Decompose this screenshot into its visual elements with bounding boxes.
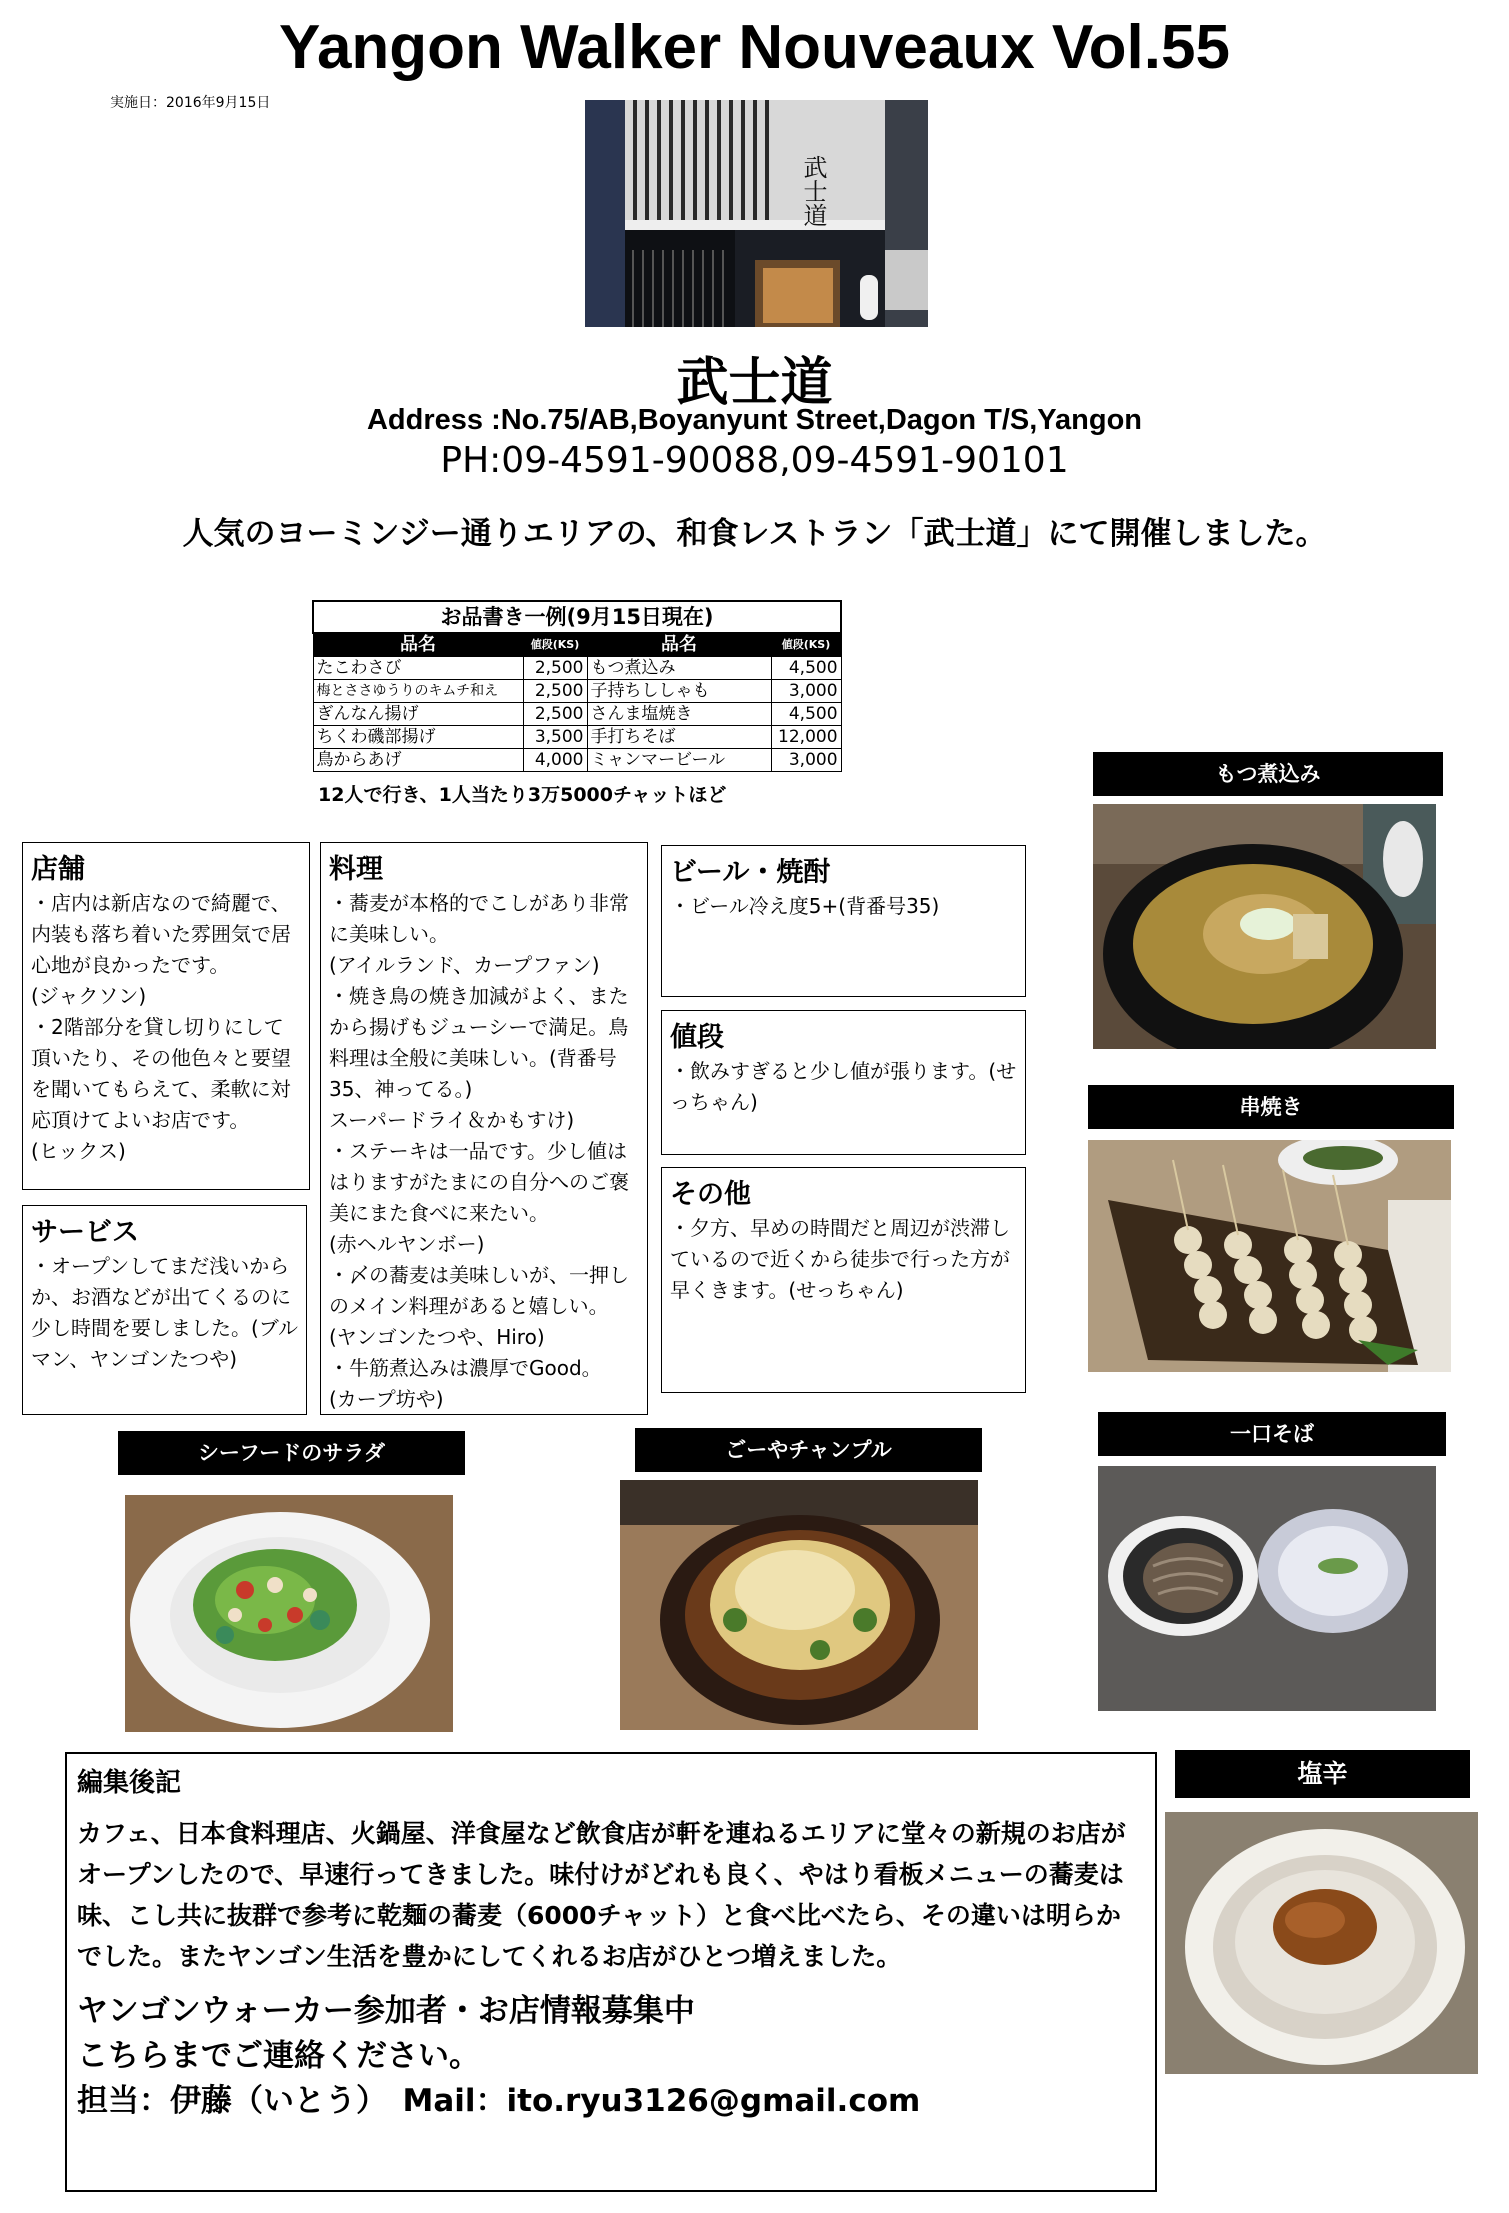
review-author: (ヤンゴンたつや、Hiro) [329,1325,545,1349]
shiokara-photo [1165,1812,1478,2074]
seafood-salad-photo [125,1495,453,1732]
menu-col-item: 品名 [313,633,523,657]
shop-phone: PH:09-4591-90088,09-4591-90101 [440,440,1069,481]
review-author: (ヒックス) [31,1139,126,1163]
review-store-box [22,842,310,1190]
table-row [313,657,841,680]
review-food-box [320,842,648,1415]
review-heading: 料理 [329,854,383,885]
menu-item: 手打ちそば [587,726,771,749]
menu-item: ちくわ磯部揚げ [313,726,523,749]
photo-label-kushiyaki: 串焼き [1088,1085,1454,1129]
table-row [313,726,841,749]
menu-item: 子持ちししゃも [587,680,771,703]
review-author: (赤ヘルヤンボー) [329,1232,485,1256]
review-text: ・牛筋煮込みは濃厚でGood。 [329,1356,602,1380]
menu-table [312,600,842,772]
contact-line: 担当：伊藤（いとう） Mail：ito.ryu3126@gmail.com [77,2083,921,2119]
review-author: (ジャクソン) [31,984,147,1008]
review-heading: 店舗 [31,854,85,885]
review-author: (アイルランド、カープファン) [329,953,600,977]
review-heading: サービス [31,1217,139,1248]
photo-label-goya: ごーやチャンプル [635,1428,982,1472]
menu-item: ぎんなん揚げ [313,703,523,726]
photo-label-shiokara: 塩辛 [1175,1750,1470,1798]
table-row [313,680,841,703]
menu-col-price: 値段(KS) [771,633,841,657]
motsu-photo [1093,804,1436,1049]
review-text: ・夕方、早めの時間だと周辺が渋滞しているので近くから徒歩で行った方が早くきます。(せっちゃん) [670,1216,1010,1302]
goya-photo [620,1480,978,1730]
photo-label-motsu: もつ煮込み [1093,752,1443,796]
editor-body: カフェ、日本食料理店、火鍋屋、洋食屋など飲食店が軒を連ねるエリアに堂々の新規のお店がオープンしたので、早速行ってきました。味付けがどれも良く、やはり看板メニューの蕎麦は味、こし共に抜群で参考に乾麺の蕎麦（6000チャット）と食べ比べたら、その違いは明らかでした。またヤンゴン生活を豊かにしてくれるお店がひとつ増えました。 [77,1819,1126,1971]
editor-note-box [65,1752,1157,2192]
review-text: ・店内は新店なので綺麗で、内装も落ち着いた雰囲気で居心地が良かったです。 [31,891,291,977]
photo-label-seafood-salad: シーフードのサラダ [118,1431,465,1475]
review-text: ・〆の蕎麦は美味しいが、一押しのメイン料理があると嬉しい。 [329,1263,629,1318]
review-heading: ビール・焼酎 [670,857,831,888]
kushiyaki-photo [1088,1140,1451,1372]
review-text: ・ステーキは一品です。少し値ははりますがたまにの自分へのご褒美にまた食べに来たい。 [329,1139,629,1225]
review-author: (カープ坊や) [329,1387,444,1411]
menu-price: 4,500 [771,657,841,680]
review-text: ・2階部分を貸し切りにして頂いたり、その他色々と要望を聞いてもらえて、柔軟に対応頂けてよいお店です。 [31,1015,291,1132]
table-row [313,703,841,726]
menu-note: 12人で行き、1人当たり3万5000チャットほど [318,784,727,806]
review-heading: その他 [670,1179,751,1210]
page-title: Yangon Walker Nouveaux Vol.55 [279,13,1230,82]
review-other-box [661,1167,1026,1393]
review-text: ・蕎麦が本格的でこしがあり非常に美味しい。 [329,891,629,946]
menu-price: 12,000 [771,726,841,749]
menu-item: ミャンマービール [587,749,771,772]
table-row [313,749,841,772]
menu-item: 梅とささゆうりのキムチ和え [313,680,523,703]
review-heading: 値段 [670,1022,724,1053]
storefront-photo [585,100,928,327]
menu-col-price: 値段(KS) [523,633,587,657]
recruit-line-2: こちらまでご連絡ください。 [77,2038,480,2074]
soba-photo [1098,1466,1436,1711]
shop-sign-text: 武士道 [799,155,827,227]
shop-address: Address :No.75/AB,Boyanyunt Street,Dagon T/S,Yangon [366,404,1143,436]
review-text: ・オープンしてまだ浅いからか、お酒などが出てくるのに少し時間を要しました。(ブルマン、ヤンゴンたつや) [31,1254,299,1371]
review-text: ・飲みすぎると少し値が張ります。(せっちゃん) [670,1059,1017,1114]
menu-price: 3,000 [771,749,841,772]
review-price-box [661,1010,1026,1155]
menu-price: 3,500 [523,726,587,749]
menu-price: 4,000 [523,749,587,772]
menu-col-item: 品名 [587,633,771,657]
menu-price: 2,500 [523,703,587,726]
menu-price: 2,500 [523,680,587,703]
review-beer-box [661,845,1026,997]
review-text: ・ビール冷え度5+(背番号35) [670,894,940,918]
intro-text: 人気のヨーミンジー通りエリアの、和食レストラン「武士道」にて開催しました。 [182,516,1327,552]
menu-price: 4,500 [771,703,841,726]
menu-item: 鳥からあげ [313,749,523,772]
review-service-box [22,1205,307,1415]
menu-caption: お品書き一例(9月15日現在) [313,601,841,633]
review-text: ・焼き鳥の焼き加減がよく、またから揚げもジューシーで満足。鳥料理は全般に美味しい。(背番号35、神ってる。) [329,984,629,1101]
menu-price: 3,000 [771,680,841,703]
event-date: 実施日：2016年9月15日 [110,95,271,111]
photo-label-soba: 一口そば [1098,1412,1446,1456]
shop-name: 武士道 [676,353,833,413]
menu-item: さんま塩焼き [587,703,771,726]
menu-item: もつ煮込み [587,657,771,680]
menu-item: たこわさび [313,657,523,680]
menu-price: 2,500 [523,657,587,680]
editor-heading: 編集後記 [77,1768,182,1798]
recruit-line-1: ヤンゴンウォーカー参加者・お店情報募集中 [77,1993,695,2029]
review-author: スーパードライ＆かもすけ) [329,1108,575,1132]
